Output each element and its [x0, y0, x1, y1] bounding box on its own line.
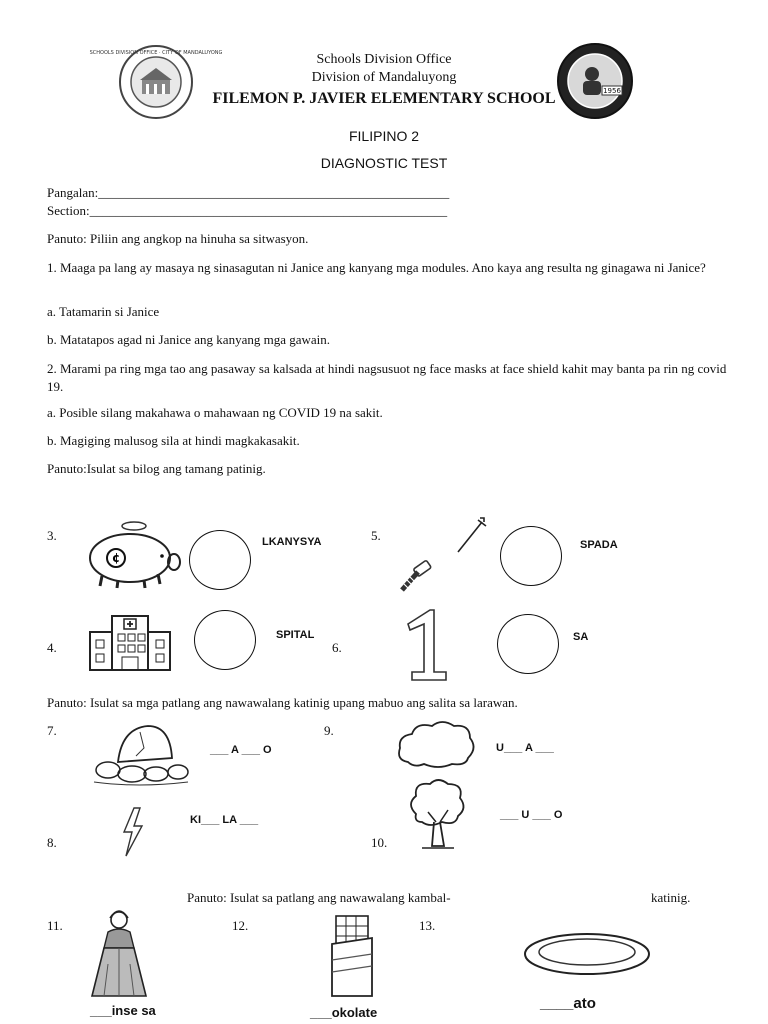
cloud-icon: [394, 718, 478, 770]
part2-instruction: Panuto:Isulat sa bilog ang tamang patinig.: [47, 461, 266, 476]
office-title: Schools Division Office: [316, 52, 452, 67]
division-title: Division of Mandaluyong: [311, 70, 457, 85]
item-13-number: 13.: [419, 918, 436, 933]
item-11-number: 11.: [47, 918, 63, 933]
chocolate-icon: [326, 910, 378, 1000]
question-2: 2. Marami pa ring mga tao ang pasaway sa kalsada at hindi nagsusuot ng face masks at face shield kahit may banta pa rin ng covid 19.: [47, 361, 727, 394]
item-10-word: ___ U ___ O: [500, 809, 563, 821]
screw-icon: [398, 562, 432, 592]
item-5-word: SPADA: [580, 539, 618, 551]
item-3-word: LKANYSYA: [262, 536, 322, 548]
subject-title: FILIPINO 2: [348, 128, 420, 144]
question-1-option-a[interactable]: a. Tatamarin si Janice: [47, 304, 160, 319]
item-9-word: U___ A ___: [496, 742, 554, 754]
princess-icon: [86, 904, 152, 1000]
item-9-number: 9.: [324, 723, 334, 738]
question-2-option-a[interactable]: a. Posible silang makahawa o mahawaan ng COVID 19 na sakit.: [47, 405, 383, 420]
answer-circle-3[interactable]: [189, 530, 251, 590]
item-8-number: 8.: [47, 835, 57, 850]
item-10-number: 10.: [371, 835, 388, 850]
item-8-word: KI___ LA ___: [190, 814, 259, 826]
number-one-icon: [402, 606, 454, 682]
answer-circle-6[interactable]: [497, 614, 559, 674]
question-1: 1. Maaga pa lang ay masaya ng sinasagutan ni Janice ang kanyang mga modules. Ano kaya ang resulta ng ginagawa ni Janice?: [47, 260, 706, 275]
question-2-option-b[interactable]: b. Magiging malusog sila at hindi magkakasakit.: [47, 433, 300, 448]
name-label: Pangalan:: [47, 185, 99, 200]
hospital-icon: [82, 610, 178, 672]
item-13-word: ____ato: [540, 995, 596, 1012]
part4-instruction-end: katinig.: [651, 890, 691, 905]
answer-circle-4[interactable]: [194, 610, 256, 670]
svg-text:¢: ¢: [111, 551, 121, 565]
answer-circle-5[interactable]: [500, 526, 562, 586]
rocks-icon: [88, 718, 192, 788]
left-seal-text: SCHOOLS DIVISION OFFICE · CITY OF MANDALUYONG: [89, 50, 223, 56]
item-4-number: 4.: [47, 640, 57, 655]
tree-icon: [406, 778, 468, 850]
section-line: _______________________________________________________: [89, 203, 448, 218]
lightning-icon: [120, 806, 146, 858]
item-3-number: 3.: [47, 528, 57, 543]
name-field[interactable]: [47, 185, 449, 201]
sword-icon: [454, 516, 488, 554]
item-4-word: SPITAL: [276, 629, 315, 641]
item-5-number: 5.: [371, 528, 381, 543]
item-12-word: ___okolate: [310, 1005, 378, 1020]
part3-instruction: Panuto: Isulat sa mga patlang ang nawawalang katinig upang mabuo ang salita sa larawan.: [47, 695, 518, 710]
piggy-bank-icon: [82, 516, 182, 588]
question-1-option-b[interactable]: b. Matatapos agad ni Janice ang kanyang mga gawain.: [47, 332, 331, 347]
part1-instruction: Panuto: Piliin ang angkop na hinuha sa sitwasyon.: [47, 231, 309, 246]
right-seal-year: 1956: [603, 87, 621, 95]
item-7-word: ___ A ___ O: [210, 744, 272, 756]
school-name: FILEMON P. JAVIER ELEMENTARY SCHOOL: [212, 90, 556, 107]
part4-instruction: Panuto: Isulat sa patlang ang nawawalang kambal-: [187, 890, 451, 905]
item-12-number: 12.: [232, 918, 249, 933]
section-field[interactable]: [47, 203, 447, 219]
item-11-word: ___inse sa: [90, 1003, 156, 1018]
item-7-number: 7.: [47, 723, 57, 738]
name-line: ______________________________________________________: [98, 185, 450, 200]
section-label: Section:: [47, 203, 90, 218]
item-6-word: SA: [573, 631, 589, 643]
plate-icon: [522, 930, 652, 978]
test-title: DIAGNOSTIC TEST: [320, 155, 448, 171]
item-6-number: 6.: [332, 640, 342, 655]
